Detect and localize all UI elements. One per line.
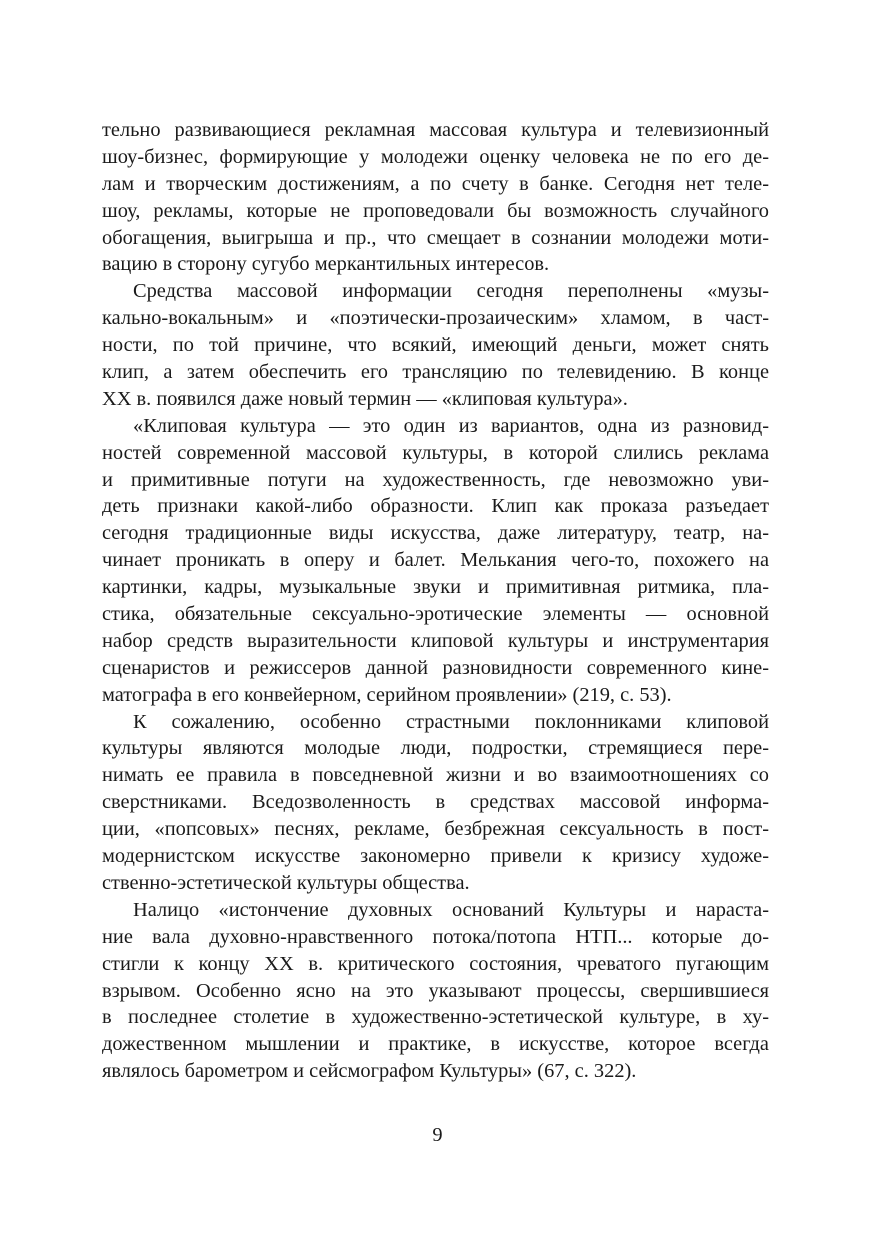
text-line: Налицо «истончение духовных оснований Культуры и нараста-	[133, 898, 769, 921]
text-line: шоу, рекламы, которые не проповедовали бы возможность случайного	[102, 199, 769, 222]
text-line: Средства массовой информации сегодня переполнены «музы-	[133, 280, 769, 303]
paragraph-5-quote	[102, 897, 769, 1085]
text-line: сценаристов и режиссеров данной разновидности современного кине-	[102, 656, 769, 679]
text-line: стигли к концу XX в. критического состояния, чреватого пугающим	[102, 952, 769, 975]
text-line: ности, по той причине, что всякий, имеющий деньги, может снять	[102, 334, 769, 357]
text-line: нимать ее правила в повседневной жизни и во взаимоотношениях со	[102, 764, 769, 787]
text-line: стика, обязательные сексуально-эротические элементы — основной	[102, 603, 769, 626]
text-line: лам и творческим достижениям, а по счету в банке. Сегодня нет теле-	[102, 172, 769, 195]
text-line: клип, а затем обеспечить его трансляцию по телевидению. В конце	[102, 361, 769, 384]
text-line: матографа в его конвейерном, серийном проявлении» (219, с. 53).	[102, 683, 672, 706]
text-line: культуры являются молодые люди, подростки, стремящиеся пере-	[102, 737, 769, 760]
text-line: сегодня традиционные виды искусства, даже литературу, театр, на-	[102, 522, 769, 545]
text-line: взрывом. Особенно ясно на это указывают процессы, свершившиеся	[102, 979, 769, 1002]
text-line: ции, «попсовых» песнях, рекламе, безбрежная сексуальность в пост-	[102, 818, 769, 841]
text-line: ностей современной массовой культуры, в которой слились реклама	[102, 441, 769, 464]
text-line: сверстниками. Вседозволенность в средствах массовой информа-	[102, 791, 769, 814]
text-line: дожественном мышлении и практике, в искусстве, которое всегда	[102, 1033, 769, 1056]
text-line: являлось барометром и сейсмографом Культуры» (67, с. 322).	[102, 1060, 637, 1083]
text-line: деть признаки какой-либо образности. Клип как проказа разъедает	[102, 495, 769, 518]
text-line: чинает проникать в оперу и балет. Мелькания чего-то, похожего на	[102, 549, 769, 572]
text-line: шоу-бизнес, формирующие у молодежи оценку человека не по его де-	[102, 145, 769, 168]
paragraph-1	[102, 117, 769, 278]
text-line: «Клиповая культура — это один из вариантов, одна из разновид-	[133, 414, 769, 437]
text-line: XX в. появился даже новый термин — «клиповая культура».	[102, 387, 628, 410]
paragraph-2	[102, 278, 769, 412]
text-line: обогащения, выигрыша и пр., что смещает в сознании молодежи моти-	[102, 226, 769, 249]
text-line: картинки, кадры, музыкальные звуки и примитивная ритмика, пла-	[102, 576, 769, 599]
text-line: вацию в сторону сугубо меркантильных интересов.	[102, 253, 550, 276]
text-line: модернистском искусстве закономерно привели к кризису художе-	[102, 845, 769, 868]
paragraph-4	[102, 709, 769, 897]
paragraph-3-quote	[102, 413, 769, 709]
text-line: и примитивные потуги на художественность, где невозможно уви-	[102, 468, 769, 491]
text-line: кально-вокальным» и «поэтически-прозаическим» хламом, в част-	[102, 307, 769, 330]
page-number: 9	[432, 1124, 443, 1146]
text-line: в последнее столетие в художественно-эстетической культуре, в ху-	[102, 1006, 769, 1029]
text-line: ственно-эстетической культуры общества.	[102, 871, 470, 894]
text-line: К сожалению, особенно страстными поклонниками клиповой	[133, 710, 769, 733]
text-line: ние вала духовно-нравственного потока/потопа НТП... которые до-	[102, 925, 769, 948]
page-body	[102, 117, 769, 1085]
text-line: тельно развивающиеся рекламная массовая культура и телевизионный	[102, 119, 769, 141]
text-line: набор средств выразительности клиповой культуры и инструментария	[102, 629, 769, 652]
